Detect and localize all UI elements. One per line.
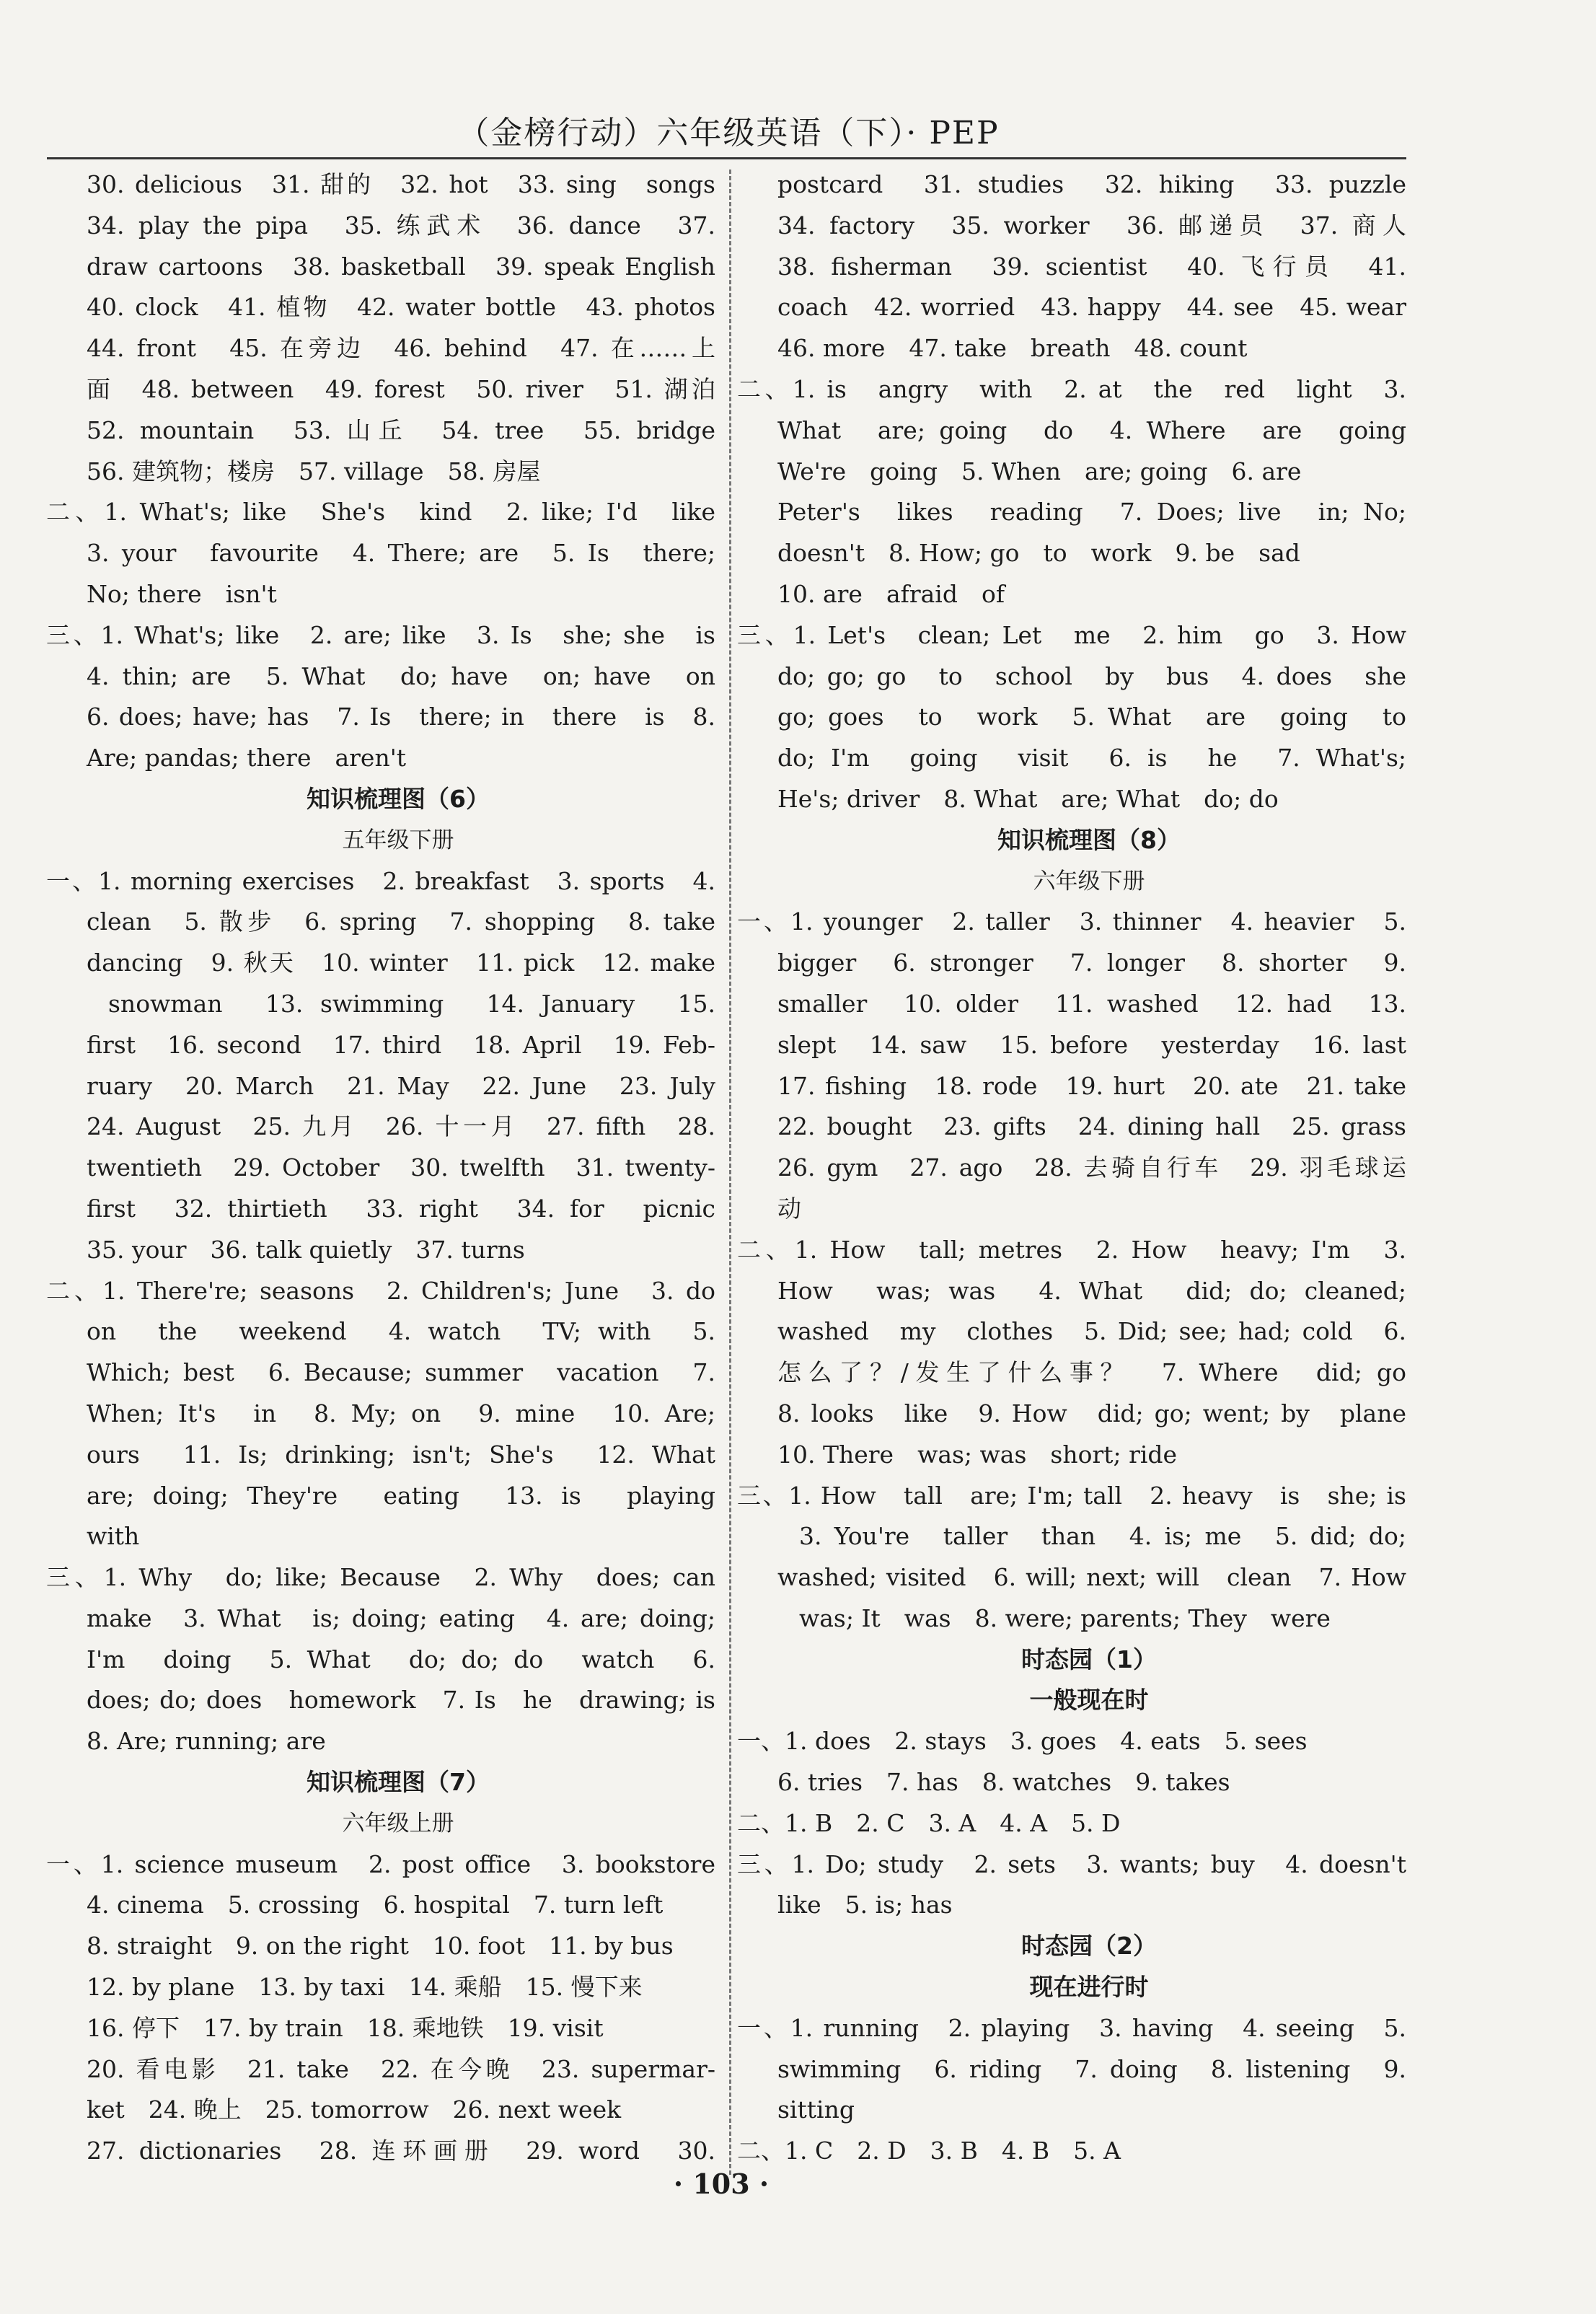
answer-line: 怎么了？/发生了什么事？ 7. Where did; go bbox=[777, 1358, 1406, 1387]
answer-line: washed; visited 6. will; next; will clean 7. How bbox=[777, 1563, 1406, 1592]
answer-line: 12. by plane 13. by taxi 14. 乘船 15. 慢下来 bbox=[87, 1973, 643, 2002]
answer-line: 三、1. How tall are; I'm; tall 2. heavy is she; is bbox=[737, 1481, 1406, 1510]
answer-line: 三、1. Why do; like; Because 2. Why does; can bbox=[46, 1563, 715, 1592]
answer-line: postcard 31. studies 32. hiking 33. puzzle bbox=[777, 170, 1406, 198]
answer-line: 26. gym 27. ago 28. 去骑自行车 29. 羽毛球运 bbox=[777, 1153, 1406, 1182]
left-column bbox=[46, 164, 715, 2172]
answer-line: 二、1. is angry with 2. at the red light 3. bbox=[737, 374, 1406, 403]
answer-line: 20. 看电影 21. take 22. 在今晚 23. supermar- bbox=[87, 2054, 715, 2083]
answer-line: Peter's likes reading 7. Does; live in; No; bbox=[777, 498, 1406, 527]
right-column bbox=[737, 164, 1406, 2172]
answer-line: I'm doing 5. What do; do; do watch 6. bbox=[87, 1645, 715, 1673]
page-header-title: （金榜行动）六年级英语（下）· PEP bbox=[457, 115, 1000, 151]
answer-line: 面 48. between 49. forest 50. river 51. 湖泊 bbox=[87, 374, 715, 403]
answer-line: 8. Are; running; are bbox=[87, 1727, 326, 1756]
answer-line: 8. looks like 9. How did; go; went; by plane bbox=[777, 1399, 1406, 1427]
answer-line: sitting bbox=[777, 2095, 855, 2124]
answer-line: doesn't 8. How; go to work 9. be sad bbox=[777, 539, 1300, 568]
answer-line: 6. does; have; has 7. Is there; in there is 8. bbox=[87, 703, 715, 731]
answer-line: We're going 5. When are; going 6. are bbox=[777, 457, 1302, 485]
answer-line: No; there isn't bbox=[87, 579, 277, 608]
answer-line: 二、1. How tall; metres 2. How heavy; I'm 3. bbox=[737, 1235, 1406, 1264]
answer-line: make 3. What is; doing; eating 4. are; doing; bbox=[87, 1603, 715, 1632]
answer-line: 六年级下册 bbox=[1033, 868, 1145, 894]
page-number: · 103 · bbox=[673, 2168, 770, 2200]
answer-line: Are; pandas; there aren't bbox=[87, 744, 407, 773]
answer-line: 现在进行时 bbox=[1029, 1973, 1149, 2002]
answer-line: smaller 10. older 11. washed 12. had 13. bbox=[777, 989, 1406, 1018]
answer-line: 30. delicious 31. 甜的 32. hot 33. sing songs bbox=[87, 170, 715, 198]
answer-line: twentieth 29. October 30. twelfth 31. twenty- bbox=[87, 1153, 715, 1182]
answer-line: 三、1. Do; study 2. sets 3. wants; buy 4. doesn't bbox=[737, 1849, 1406, 1878]
answer-line: 知识梳理图（7） bbox=[307, 1768, 490, 1797]
answer-line: 一般现在时 bbox=[1029, 1686, 1149, 1715]
answer-line: draw cartoons 38. basketball 39. speak English bbox=[87, 252, 715, 281]
answer-line: 二、1. There're; seasons 2. Children's; June 3. do bbox=[46, 1276, 715, 1305]
answer-line: 二、1. C 2. D 3. B 4. B 5. A bbox=[737, 2137, 1121, 2165]
answer-line: ruary 20. March 21. May 22. June 23. July bbox=[87, 1071, 715, 1100]
answer-line: do; I'm going visit 6. is he 7. What's; bbox=[777, 744, 1406, 773]
column-divider bbox=[729, 170, 731, 2175]
answer-line: first 16. second 17. third 18. April 19. Feb- bbox=[87, 1030, 715, 1059]
answer-line: 34. factory 35. worker 36. 邮递员 37. 商人 bbox=[777, 211, 1406, 239]
answer-line: 五年级下册 bbox=[342, 827, 454, 853]
answer-line: Which; best 6. Because; summer vacation 7. bbox=[87, 1358, 715, 1387]
answer-line: 10. There was; was short; ride bbox=[777, 1440, 1178, 1469]
answer-line: 4. thin; are 5. What do; have on; have on bbox=[87, 661, 715, 690]
answer-line: do; go; go to school by bus 4. does she bbox=[777, 661, 1406, 690]
answer-line: 时态园（2） bbox=[1021, 1932, 1157, 1961]
answer-line: 三、1. What's; like 2. are; like 3. Is she; she is bbox=[46, 620, 715, 649]
answer-line: 40. clock 41. 植物 42. water bottle 43. photos bbox=[87, 293, 715, 322]
answer-line: 22. bought 23. gifts 24. dining hall 25. grass bbox=[777, 1112, 1406, 1141]
answer-line: does; do; does homework 7. Is he drawing; is bbox=[87, 1686, 715, 1715]
answer-line: What are; going do 4. Where are going bbox=[777, 415, 1406, 444]
answer-line: 17. fishing 18. rode 19. hurt 20. ate 21. take bbox=[777, 1071, 1406, 1100]
answer-line: 46. more 47. take breath 48. count bbox=[777, 334, 1248, 363]
answer-line: He's; driver 8. What are; What do; do bbox=[777, 784, 1279, 813]
answer-line: coach 42. worried 43. happy 44. see 45. wear bbox=[777, 293, 1406, 322]
answer-line: clean 5. 散步 6. spring 7. shopping 8. take bbox=[87, 907, 715, 936]
answer-line: 35. your 36. talk quietly 37. turns bbox=[87, 1235, 525, 1264]
answer-line: 三、1. Let's clean; Let me 2. him go 3. How bbox=[737, 620, 1406, 649]
answer-line: 一、1. running 2. playing 3. having 4. seeing 5. bbox=[737, 2013, 1406, 2042]
answer-line: slept 14. saw 15. before yesterday 16. last bbox=[777, 1030, 1406, 1059]
answer-line: like 5. is; has bbox=[777, 1891, 953, 1919]
answer-line: 时态园（1） bbox=[1021, 1645, 1157, 1673]
answer-line: 6. tries 7. has 8. watches 9. takes bbox=[777, 1768, 1230, 1797]
answer-line: ket 24. 晚上 25. tomorrow 26. next week bbox=[87, 2095, 622, 2124]
answer-line: 一、1. morning exercises 2. breakfast 3. sports 4. bbox=[46, 866, 715, 895]
answer-line: 3. You're taller than 4. is; me 5. did; do; bbox=[799, 1522, 1406, 1551]
answer-line: swimming 6. riding 7. doing 8. listening 9. bbox=[777, 2054, 1406, 2083]
answer-line: bigger 6. stronger 7. longer 8. shorter 9. bbox=[777, 949, 1406, 977]
answer-line: 4. cinema 5. crossing 6. hospital 7. turn left bbox=[87, 1891, 663, 1919]
answer-line: When; It's in 8. My; on 9. mine 10. Are; bbox=[87, 1399, 715, 1427]
answer-line: 3. your favourite 4. There; are 5. Is there; bbox=[87, 539, 715, 568]
answer-line: 56. 建筑物；楼房 57. village 58. 房屋 bbox=[87, 457, 541, 485]
answer-line: 知识梳理图（6） bbox=[307, 784, 490, 813]
answer-line: washed my clothes 5. Did; see; had; cold 6. bbox=[777, 1317, 1406, 1346]
answer-line: was; It was 8. were; parents; They were bbox=[799, 1603, 1331, 1632]
answer-line: 27. dictionaries 28. 连环画册 29. word 30. bbox=[87, 2137, 715, 2165]
answer-line: 52. mountain 53. 山丘 54. tree 55. bridge bbox=[87, 415, 715, 444]
answer-line: 一、1. does 2. stays 3. goes 4. eats 5. sees bbox=[737, 1727, 1308, 1756]
answer-line: snowman 13. swimming 14. January 15. bbox=[108, 989, 715, 1018]
answer-line: go; goes to work 5. What are going to bbox=[777, 703, 1406, 731]
answer-line: 一、1. science museum 2. post office 3. bookstore bbox=[46, 1849, 715, 1878]
answer-line: are; doing; They're eating 13. is playing bbox=[87, 1481, 715, 1510]
header-rule bbox=[47, 157, 1406, 159]
answer-line: 动 bbox=[777, 1194, 801, 1223]
answer-line: 一、1. younger 2. taller 3. thinner 4. heavier 5. bbox=[737, 907, 1406, 936]
answer-line: 44. front 45. 在旁边 46. behind 47. 在……上 bbox=[87, 334, 715, 363]
answer-line: 二、1. B 2. C 3. A 4. A 5. D bbox=[737, 1808, 1121, 1837]
answer-line: 六年级上册 bbox=[342, 1810, 454, 1836]
answer-line: 8. straight 9. on the right 10. foot 11. by bus bbox=[87, 1932, 674, 1961]
answer-line: 知识梳理图（8） bbox=[997, 825, 1181, 854]
answer-line: on the weekend 4. watch TV; with 5. bbox=[87, 1317, 715, 1346]
answer-line: first 32. thirtieth 33. right 34. for picnic bbox=[87, 1194, 715, 1223]
answer-line: 38. fisherman 39. scientist 40. 飞行员 41. bbox=[777, 252, 1406, 281]
answer-line: 16. 停下 17. by train 18. 乘地铁 19. visit bbox=[87, 2013, 604, 2042]
answer-line: How was; was 4. What did; do; cleaned; bbox=[777, 1276, 1406, 1305]
answer-line: 24. August 25. 九月 26. 十一月 27. fifth 28. bbox=[87, 1112, 715, 1141]
answer-line: ours 11. Is; drinking; isn't; She's 12. What bbox=[87, 1440, 715, 1469]
answer-line: with bbox=[87, 1522, 140, 1551]
answer-line: 34. play the pipa 35. 练武术 36. dance 37. bbox=[87, 211, 715, 239]
answer-line: 10. are afraid of bbox=[777, 579, 1005, 608]
answer-line: dancing 9. 秋天 10. winter 11. pick 12. make bbox=[87, 949, 715, 977]
answer-line: 二、1. What's; like She's kind 2. like; I'd like bbox=[46, 498, 715, 527]
